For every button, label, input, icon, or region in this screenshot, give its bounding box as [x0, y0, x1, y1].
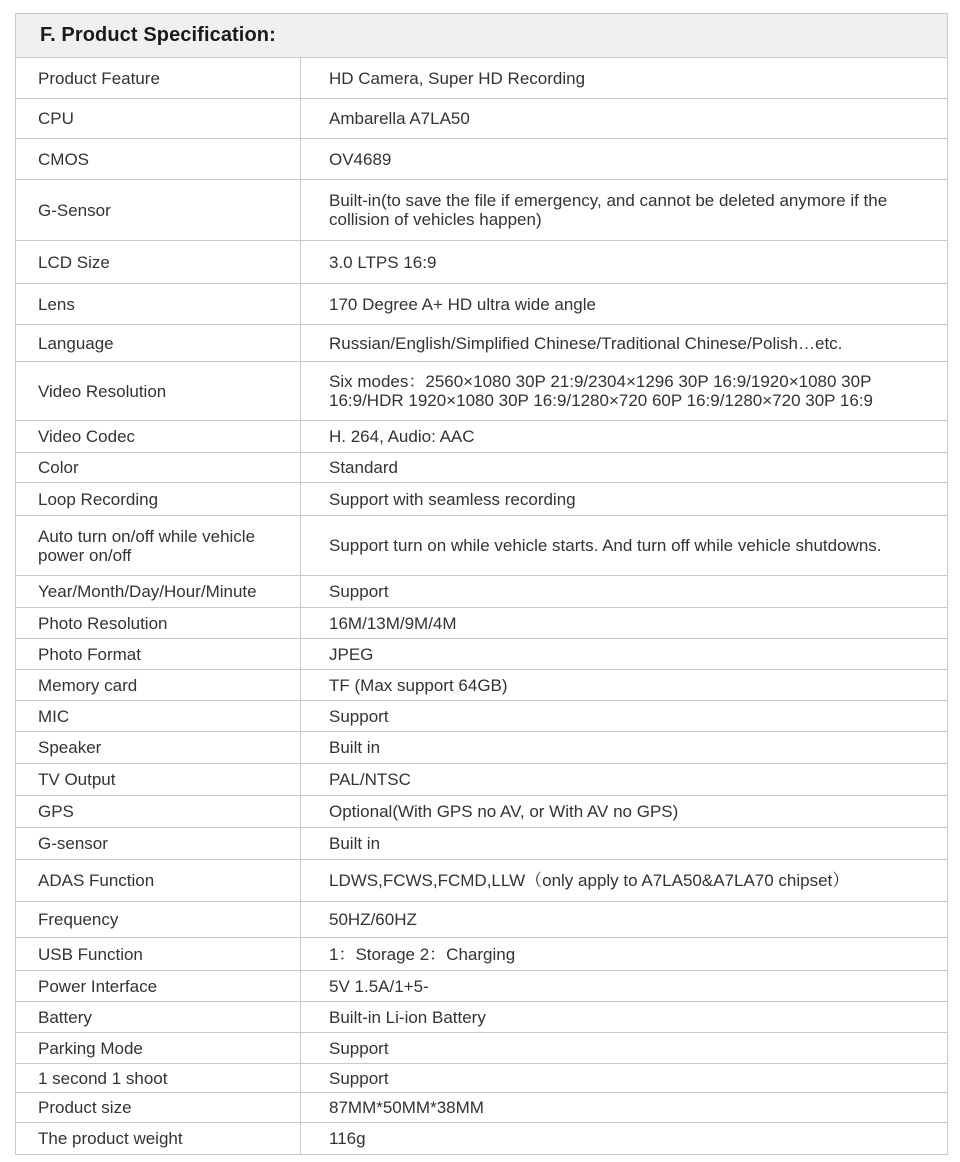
spec-value: 5V 1.5A/1+5- — [301, 971, 948, 1002]
spec-label: GPS — [16, 796, 301, 828]
spec-row — [16, 284, 948, 325]
spec-label: Lens — [16, 284, 301, 325]
spec-label: CMOS — [16, 139, 301, 180]
spec-row — [16, 325, 948, 362]
spec-value: Support — [301, 701, 948, 732]
spec-value: Standard — [301, 453, 948, 483]
spec-value: 116g — [301, 1123, 948, 1155]
spec-row — [16, 241, 948, 284]
spec-row — [16, 938, 948, 971]
spec-value: Six modes：2560×1080 30P 21:9/2304×1296 30P 16:9/1920×1080 30P 16:9/HDR 1920×1080 30P 16:9/1280×720 60P 16:9/1280×720 30P 16:9 — [301, 362, 948, 421]
spec-label: Loop Recording — [16, 483, 301, 516]
spec-row — [16, 362, 948, 421]
spec-value: PAL/NTSC — [301, 764, 948, 796]
spec-value: 87MM*50MM*38MM — [301, 1093, 948, 1123]
spec-label: G-Sensor — [16, 180, 301, 241]
spec-label: CPU — [16, 99, 301, 139]
spec-label: Battery — [16, 1002, 301, 1033]
spec-label: Photo Format — [16, 639, 301, 670]
page-title: F. Product Specification: — [40, 24, 276, 46]
spec-value: OV4689 — [301, 139, 948, 180]
spec-row — [16, 732, 948, 764]
spec-row — [16, 576, 948, 608]
spec-label: Color — [16, 453, 301, 483]
spec-value: Support — [301, 1033, 948, 1064]
spec-value: Support with seamless recording — [301, 483, 948, 516]
spec-value: 170 Degree A+ HD ultra wide angle — [301, 284, 948, 325]
spec-label: ADAS Function — [16, 860, 301, 902]
spec-label: Video Resolution — [16, 362, 301, 421]
spec-value: Built in — [301, 732, 948, 764]
spec-label: Photo Resolution — [16, 608, 301, 639]
spec-label: Video Codec — [16, 421, 301, 453]
spec-row — [16, 421, 948, 453]
spec-label: 1 second 1 shoot — [16, 1064, 301, 1093]
spec-row — [16, 902, 948, 938]
spec-label: Language — [16, 325, 301, 362]
spec-value: Support turn on while vehicle starts. And turn off while vehicle shutdowns. — [301, 516, 948, 576]
spec-label: Speaker — [16, 732, 301, 764]
spec-label: Auto turn on/off while vehicle power on/off — [16, 516, 301, 576]
spec-label: TV Output — [16, 764, 301, 796]
spec-value: JPEG — [301, 639, 948, 670]
spec-label: Frequency — [16, 902, 301, 938]
spec-label: G-sensor — [16, 828, 301, 860]
spec-header — [15, 13, 948, 57]
spec-row — [16, 971, 948, 1002]
spec-value: LDWS,FCWS,FCMD,LLW（only apply to A7LA50&A7LA70 chipset） — [301, 860, 948, 902]
spec-label: USB Function — [16, 938, 301, 971]
spec-row — [16, 1123, 948, 1155]
spec-row — [16, 639, 948, 670]
spec-label: Product Feature — [16, 58, 301, 99]
spec-value: H. 264, Audio: AAC — [301, 421, 948, 453]
spec-value: 3.0 LTPS 16:9 — [301, 241, 948, 284]
spec-value: 1：Storage 2：Charging — [301, 938, 948, 971]
spec-value: Built in — [301, 828, 948, 860]
spec-value: Optional(With GPS no AV, or With AV no GPS) — [301, 796, 948, 828]
spec-row — [16, 453, 948, 483]
spec-row — [16, 796, 948, 828]
spec-label: Memory card — [16, 670, 301, 701]
spec-value: Built-in(to save the file if emergency, and cannot be deleted anymore if the collision of vehicles happen) — [301, 180, 948, 241]
spec-label: LCD Size — [16, 241, 301, 284]
spec-row — [16, 516, 948, 576]
spec-label: Product size — [16, 1093, 301, 1123]
product-specification — [15, 13, 948, 1155]
spec-row — [16, 828, 948, 860]
spec-row — [16, 483, 948, 516]
spec-row — [16, 1002, 948, 1033]
spec-row — [16, 701, 948, 732]
spec-row — [16, 608, 948, 639]
spec-value: 16M/13M/9M/4M — [301, 608, 948, 639]
spec-value: HD Camera, Super HD Recording — [301, 58, 948, 99]
spec-row — [16, 99, 948, 139]
spec-label: Parking Mode — [16, 1033, 301, 1064]
spec-row — [16, 1033, 948, 1064]
spec-label: The product weight — [16, 1123, 301, 1155]
spec-row — [16, 58, 948, 99]
spec-row — [16, 764, 948, 796]
spec-value: Ambarella A7LA50 — [301, 99, 948, 139]
spec-row — [16, 139, 948, 180]
spec-value: 50HZ/60HZ — [301, 902, 948, 938]
spec-row — [16, 180, 948, 241]
spec-label: Year/Month/Day/Hour/Minute — [16, 576, 301, 608]
spec-value: Support — [301, 1064, 948, 1093]
spec-value: TF (Max support 64GB) — [301, 670, 948, 701]
spec-label: MIC — [16, 701, 301, 732]
spec-value: Support — [301, 576, 948, 608]
spec-value: Built-in Li-ion Battery — [301, 1002, 948, 1033]
spec-row — [16, 860, 948, 902]
spec-label: Power Interface — [16, 971, 301, 1002]
spec-value: Russian/English/Simplified Chinese/Traditional Chinese/Polish…etc. — [301, 325, 948, 362]
spec-row — [16, 1093, 948, 1123]
spec-row — [16, 1064, 948, 1093]
spec-row — [16, 670, 948, 701]
spec-table — [15, 57, 948, 1155]
